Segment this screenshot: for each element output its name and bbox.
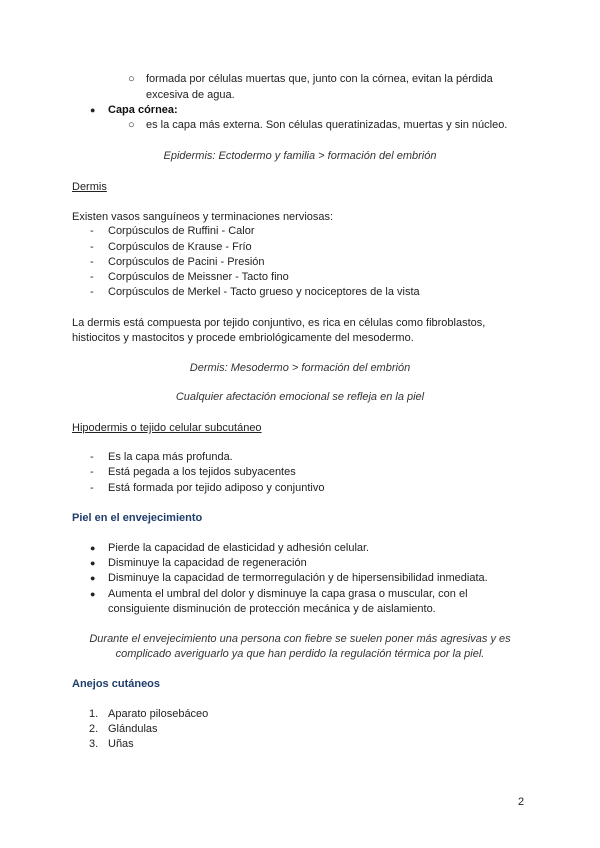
disc-bullet-icon: ●: [90, 589, 96, 599]
anejos-list-item: Uñas: [108, 738, 134, 750]
dermis-list-item: Corpúsculos de Meissner - Tacto fino: [108, 271, 289, 283]
page-number: 2: [518, 796, 525, 808]
disc-bullet-icon: ●: [90, 573, 96, 583]
anejos-list-item: Aparato pilosebáceo: [108, 708, 209, 720]
dermis-note: Dermis: Mesodermo > formación del embrión: [189, 362, 411, 374]
disc-bullet-icon: ●: [90, 105, 96, 115]
sub-item-text-continued: excesiva de agua.: [146, 89, 235, 101]
dermis-title: Dermis: [72, 181, 107, 193]
dash-bullet-icon: -: [90, 482, 94, 494]
dash-bullet-icon: -: [90, 271, 94, 283]
dermis-list-item: Corpúsculos de Pacini - Presión: [108, 256, 265, 268]
hipodermis-list-item: Está pegada a los tejidos subyacentes: [108, 466, 296, 478]
sub-item-text: formada por células muertas que, junto con la córnea, evitan la pérdida: [146, 73, 493, 85]
capa-cornea-label: Capa córnea:: [108, 104, 178, 116]
envejecimiento-note-continued: complicado averiguarlo ya que han perdido la regulación térmica por la piel.: [115, 648, 485, 660]
emotion-note: Cualquier afectación emocional se refleja en la piel: [175, 391, 425, 403]
dermis-list-item: Corpúsculos de Ruffini - Calor: [108, 225, 255, 237]
anejos-list-item: Glándulas: [108, 723, 158, 735]
hipodermis-title: Hipodermis o tejido celular subcutáneo: [72, 422, 262, 434]
dermis-paragraph-continued: histiocitos y mastocitos y procede embriológicamente del mesodermo.: [72, 332, 414, 344]
hipodermis-list-item: Está formada por tejido adiposo y conjuntivo: [108, 482, 325, 494]
capa-cornea-description: es la capa más externa. Son células queratinizadas, muertas y sin núcleo.: [146, 119, 508, 131]
list-number: 2.: [89, 723, 99, 735]
dermis-paragraph: La dermis está compuesta por tejido conjuntivo, es rica en células como fibroblastos,: [72, 317, 486, 329]
dermis-list-item: Corpúsculos de Krause - Frío: [108, 241, 252, 253]
dermis-list-item: Corpúsculos de Merkel - Tacto grueso y nociceptores de la vista: [108, 286, 420, 298]
dash-bullet-icon: -: [90, 241, 94, 253]
envejecimiento-list-item: Aumenta el umbral del dolor y disminuye la capa grasa o muscular, con el: [108, 588, 468, 600]
envejecimiento-note: Durante el envejecimiento una persona con fiebre se suelen poner más agresivas y es: [89, 633, 511, 645]
envejecimiento-list-item: Pierde la capacidad de elasticidad y adhesión celular.: [108, 542, 370, 554]
list-number: 1.: [89, 708, 99, 720]
dash-bullet-icon: -: [90, 286, 94, 298]
disc-bullet-icon: ●: [90, 558, 96, 568]
dash-bullet-icon: -: [90, 466, 94, 478]
envejecimiento-heading: Piel en el envejecimiento: [72, 512, 203, 524]
hipodermis-list-item: Es la capa más profunda.: [108, 451, 233, 463]
dash-bullet-icon: -: [90, 451, 94, 463]
epidermis-note: Epidermis: Ectodermo y familia > formación del embrión: [163, 150, 437, 162]
circle-bullet-icon: ○: [128, 73, 135, 85]
dash-bullet-icon: -: [90, 256, 94, 268]
disc-bullet-icon: ●: [90, 543, 96, 553]
dermis-intro: Existen vasos sanguíneos y terminaciones nerviosas:: [72, 211, 334, 223]
envejecimiento-list-item-continued: consiguiente disminución de protección mecánica y de aislamiento.: [108, 603, 436, 615]
anejos-heading: Anejos cutáneos: [72, 678, 161, 690]
circle-bullet-icon: ○: [128, 119, 135, 131]
envejecimiento-list-item: Disminuye la capacidad de regeneración: [108, 557, 307, 569]
dash-bullet-icon: -: [90, 225, 94, 237]
envejecimiento-list-item: Disminuye la capacidad de termorregulación y de hipersensibilidad inmediata.: [108, 572, 488, 584]
list-number: 3.: [89, 738, 99, 750]
